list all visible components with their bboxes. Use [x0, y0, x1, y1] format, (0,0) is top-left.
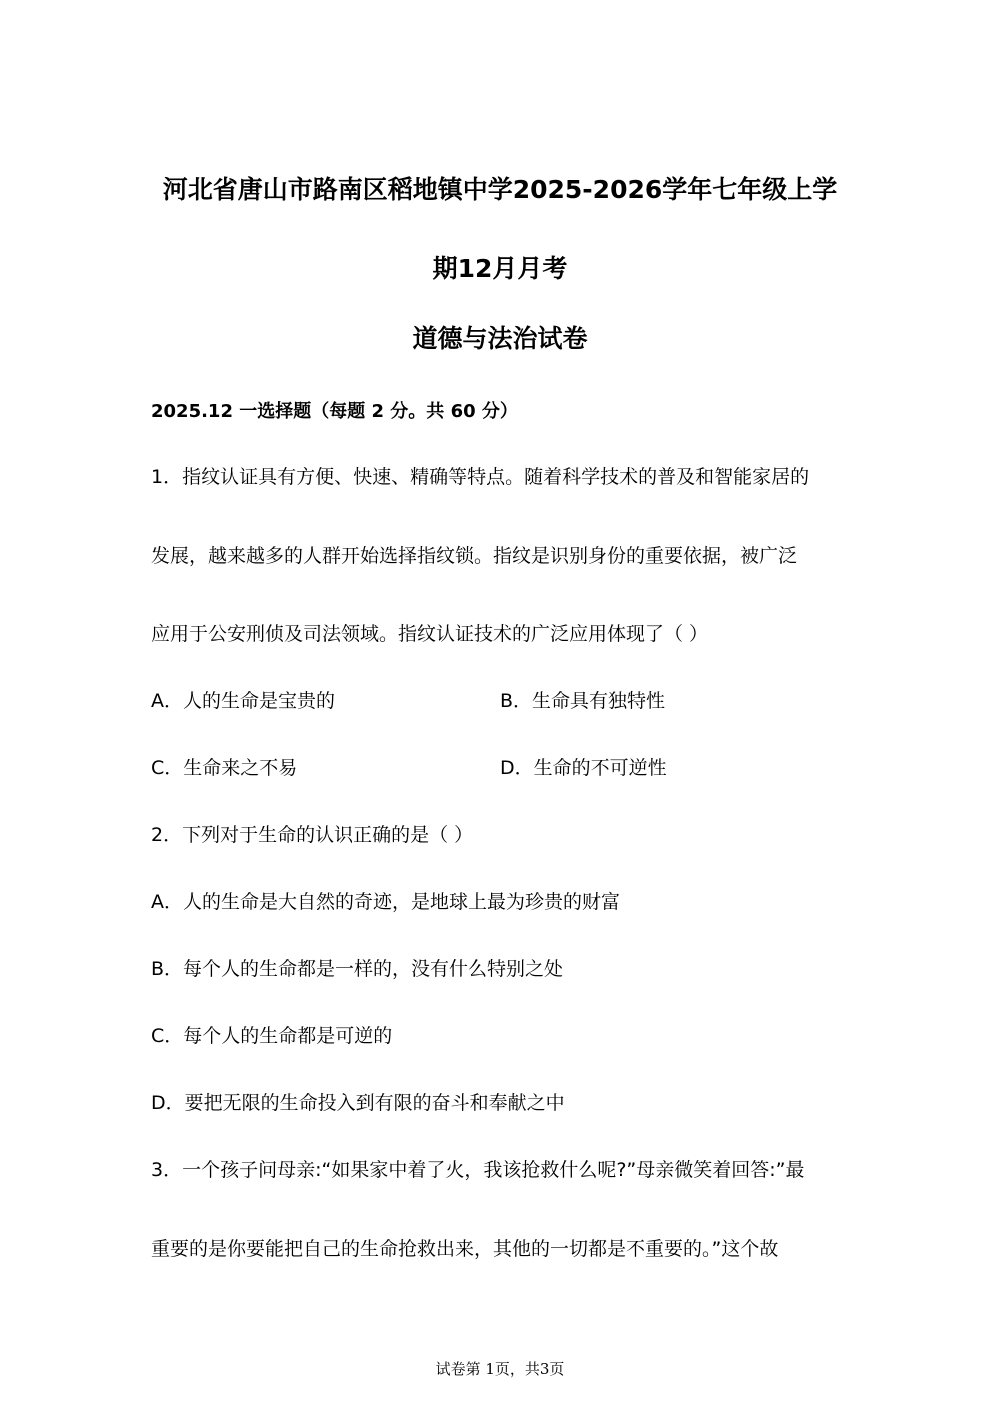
question-2-stem: 2．下列对于生命的认识正确的是（ ）: [151, 824, 474, 846]
question-1-option-b: B．生命具有独特性: [500, 690, 666, 712]
question-1-stem-line-1: 1．指纹认证具有方便、快速、精确等特点。随着科学技术的普及和智能家居的: [151, 466, 810, 488]
page-footer: 试卷第 1页，共3页: [435, 1360, 565, 1378]
question-1-stem-line-3: 应用于公安刑侦及司法领域。指纹认证技术的广泛应用体现了（ ）: [151, 623, 709, 645]
question-1-option-c: C．生命来之不易: [151, 757, 298, 779]
question-3-stem-line-2: 重要的是你要能把自己的生命抢救出来，其他的一切都是不重要的。”这个故: [151, 1238, 779, 1260]
question-1-option-a: A．人的生命是宝贵的: [151, 690, 335, 712]
question-2-option-b: B．每个人的生命都是一样的，没有什么特别之处: [151, 958, 564, 980]
exam-title-line-2: 期12月月考: [432, 254, 568, 283]
exam-subject: 道德与法治试卷: [412, 324, 588, 353]
exam-title-line-1: 河北省唐山市路南区稻地镇中学2025-2026学年七年级上学: [162, 175, 838, 204]
question-1-option-d: D．生命的不可逆性: [500, 757, 667, 779]
question-2-option-c: C．每个人的生命都是可逆的: [151, 1025, 393, 1047]
question-1-stem-line-2: 发展，越来越多的人群开始选择指纹锁。指纹是识别身份的重要依据，被广泛: [151, 545, 798, 567]
question-2-option-a: A．人的生命是大自然的奇迹，是地球上最为珍贵的财富: [151, 891, 620, 913]
question-2-option-d: D．要把无限的生命投入到有限的奋斗和奉献之中: [151, 1092, 565, 1114]
section-header: 2025.12 一选择题（每题 2 分。共 60 分）: [151, 401, 518, 422]
question-3-stem-line-1: 3．一个孩子问母亲:“如果家中着了火，我该抢救什么呢?”母亲微笑着回答:”最: [151, 1159, 805, 1181]
